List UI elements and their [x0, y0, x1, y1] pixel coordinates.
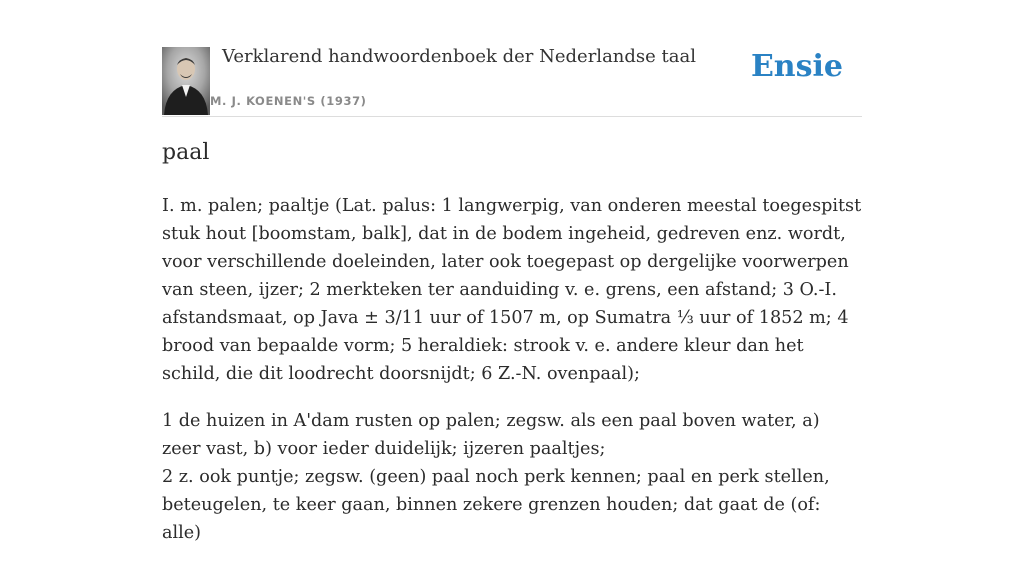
entry-headword: paal	[162, 140, 210, 165]
entry-definition: I. m. palen; paaltje (Lat. palus: 1 langwerpig, van onderen meestal toegespitst stuk hout [boomstam, balk], dat in de bodem ingeheid, gedreven enz. wordt, voor verschillende doeleinden, later ook toegepast op dergelijke voorwerpen van steen, ijzer; 2 merkteken ter aanduiding v. e. grens, een afstand; 3 O.-I. afstandsmaat, op Java ± 3/11 uur of 1507 m, op Sumatra ⅓ uur of 1852 m; 4 brood van bepaalde vorm; 5 heraldiek: strook v. e. andere kleur dan het schild, die dit loodrecht doorsnijdt; 6 Z.-N. ovenpaal);	[162, 196, 862, 384]
entry-example-2: 2 z. ook puntje; zegsw. (geen) paal noch perk kennen; paal en perk stellen, beteugelen, te keer gaan, binnen zekere grenzen houden; dat gaat de (of: alle)	[162, 467, 830, 543]
page	[162, 0, 862, 543]
brand-logo[interactable]: Ensie	[750, 49, 843, 84]
site-header	[162, 0, 862, 117]
entry-examples	[162, 407, 862, 547]
book-title: Verklarend handwoordenboek der Nederlandse taal	[222, 46, 696, 67]
entry-body	[162, 192, 862, 566]
entry-example-1: 1 de huizen in A'dam rusten op palen; zegsw. als een paal boven water, a) zeer vast, b) voor ieder duidelijk; ijzeren paaltjes;	[162, 411, 820, 459]
portrait-image	[162, 47, 210, 115]
author-portrait	[162, 47, 210, 115]
author-credit: M. J. KOENEN'S (1937)	[210, 94, 367, 108]
